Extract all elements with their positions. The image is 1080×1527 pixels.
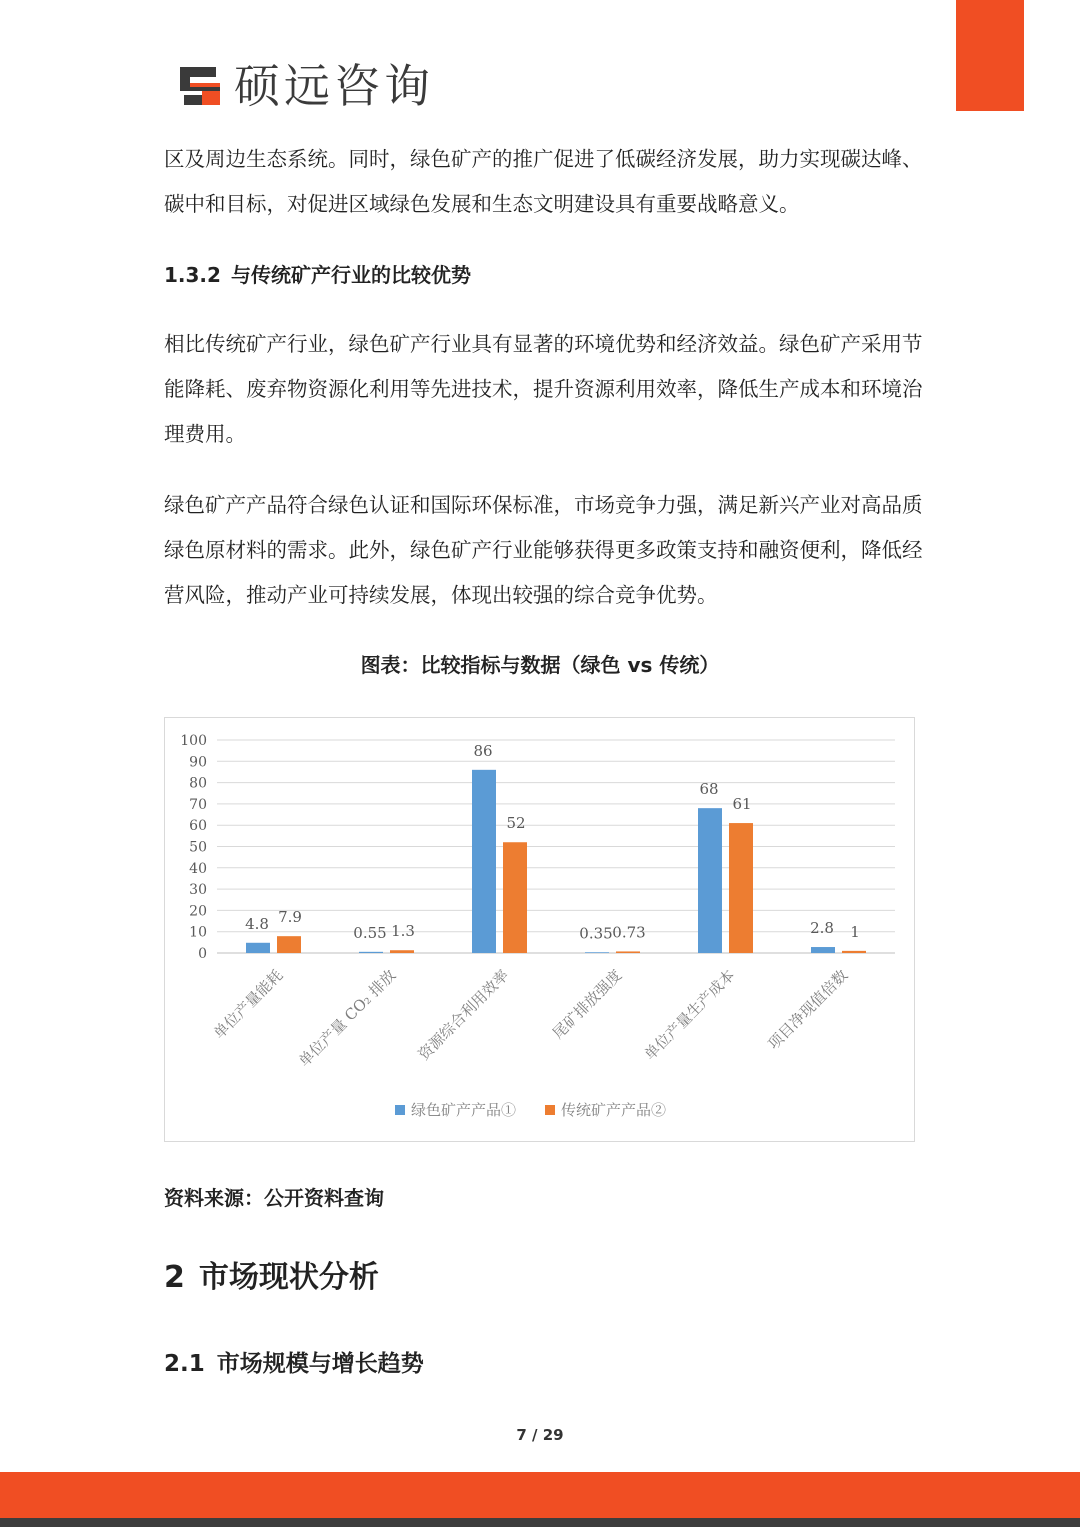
category-label: 单位产量生产成本 — [640, 966, 739, 1064]
data-label: 86 — [473, 741, 493, 760]
bar — [246, 943, 270, 953]
y-tick-label: 80 — [189, 775, 207, 792]
bar — [811, 947, 835, 953]
legend-label: 绿色矿产产品① — [411, 1101, 517, 1119]
data-label: 0.73 — [612, 923, 646, 942]
chapter-number: 2 — [164, 1260, 185, 1295]
data-label: 2.8 — [810, 919, 834, 938]
bar — [390, 950, 414, 953]
footer-bar — [0, 1472, 1080, 1518]
logo-text: 硕远咨询 — [234, 59, 434, 113]
chapter-heading-2 — [164, 1258, 379, 1298]
chapter-title: 市场现状分析 — [198, 1260, 379, 1295]
y-tick-label: 40 — [189, 860, 207, 877]
paragraph-advantage: 相比传统矿产行业，绿色矿产行业具有显著的环境优势和经济效益。绿色矿产采用节能降耗、废弃物资源化利用等先进技术，提升资源利用效率，降低生产成本和环境治理费用。 — [164, 332, 923, 446]
figure-title: 图表：比较指标与数据（绿色 vs 传统） — [360, 653, 720, 677]
y-tick-label: 50 — [189, 839, 207, 856]
bar — [616, 951, 640, 953]
section-heading-2-1 — [164, 1347, 424, 1381]
comparison-chart — [164, 717, 915, 1142]
paragraph-intro: 区及周边生态系统。同时，绿色矿产的推广促进了低碳经济发展，助力实现碳达峰、碳中和目标，对促进区域绿色发展和生态文明建设具有重要战略意义。 — [164, 147, 923, 216]
data-label: 1 — [850, 922, 860, 941]
bar — [503, 842, 527, 953]
category-label: 资源综合利用效率 — [414, 966, 513, 1064]
category-label: 单位产量 CO₂ 排放 — [295, 966, 400, 1071]
section-heading-1-3-2 — [164, 260, 471, 290]
data-label: 52 — [506, 814, 526, 833]
data-label: 7.9 — [278, 908, 302, 927]
paragraph-competitiveness: 绿色矿产产品符合绿色认证和国际环保标准，市场竞争力强，满足新兴产业对高品质绿色原材料的需求。此外，绿色矿产行业能够获得更多政策支持和融资便利，降低经营风险，推动产业可持续发展，体现出较强的综合竞争优势。 — [164, 493, 923, 607]
category-label: 尾矿排放强度 — [548, 966, 626, 1043]
logo-mark-icon — [176, 61, 226, 111]
y-tick-label: 70 — [189, 796, 207, 813]
data-label: 4.8 — [245, 914, 269, 933]
data-label: 0.55 — [353, 923, 387, 942]
legend-swatch — [395, 1105, 405, 1115]
bar — [277, 936, 301, 953]
section-number: 2.1 — [164, 1351, 205, 1377]
data-label: 68 — [699, 780, 719, 799]
y-tick-label: 90 — [189, 754, 207, 771]
page-number: 7 / 29 — [516, 1426, 564, 1444]
data-label: 1.3 — [391, 922, 415, 941]
legend-label: 传统矿产产品② — [561, 1101, 667, 1119]
bar — [585, 952, 609, 953]
section-title: 市场规模与增长趋势 — [216, 1351, 424, 1377]
y-tick-label: 20 — [189, 903, 207, 920]
category-label: 项目净现值倍数 — [764, 966, 852, 1054]
header-accent-tab — [956, 0, 1024, 111]
brand-logo — [176, 60, 434, 112]
y-tick-label: 10 — [189, 924, 207, 941]
bar — [729, 823, 753, 953]
bar — [472, 770, 496, 953]
section-number: 1.3.2 — [164, 263, 221, 287]
bar-chart-svg — [165, 718, 916, 1143]
category-label: 单位产量能耗 — [209, 966, 287, 1043]
y-tick-label: 100 — [180, 733, 207, 749]
data-label: 0.35 — [579, 924, 613, 943]
legend-swatch — [545, 1105, 555, 1115]
footer-dark-strip — [0, 1518, 1080, 1527]
bar — [842, 951, 866, 953]
y-tick-label: 30 — [189, 882, 207, 899]
y-tick-label: 60 — [189, 818, 207, 835]
y-tick-label: 0 — [198, 946, 207, 962]
data-label: 61 — [732, 795, 752, 814]
bar — [359, 952, 383, 953]
bar — [698, 808, 722, 953]
section-title: 与传统矿产行业的比较优势 — [230, 263, 471, 287]
figure-source: 资料来源：公开资料查询 — [164, 1186, 384, 1210]
